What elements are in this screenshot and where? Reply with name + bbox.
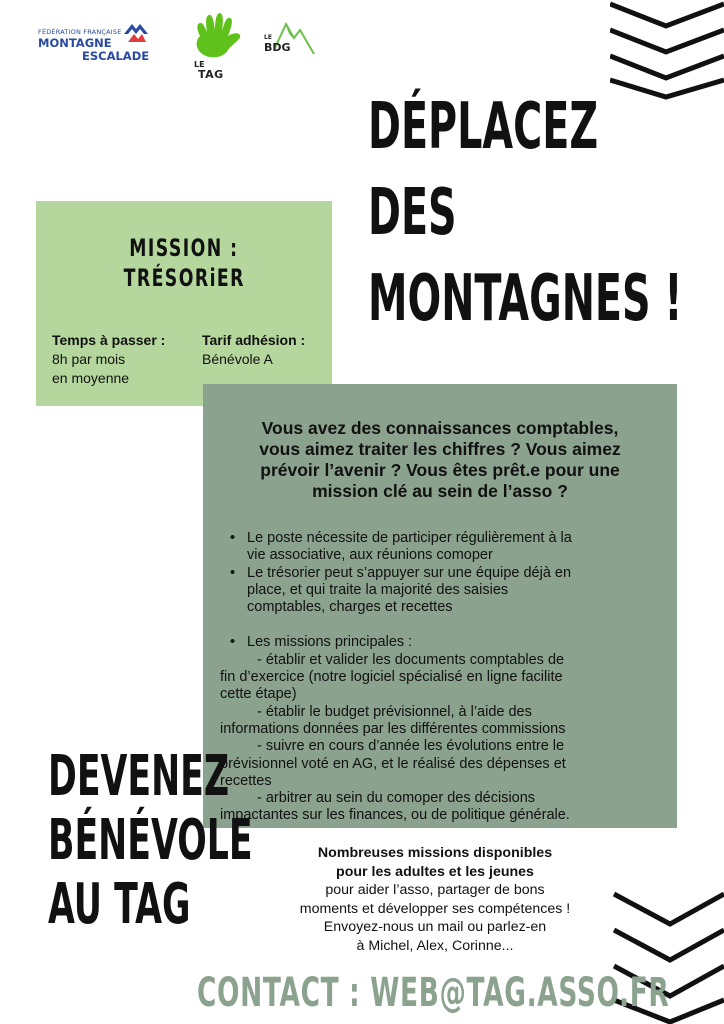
bdg-logo-le: LE (264, 34, 272, 41)
sub-line: recettes (220, 772, 272, 789)
time-label: Temps à passer : (52, 332, 166, 348)
footer-line: Envoyez-nous un mail ou parlez-en (323, 919, 547, 935)
contact-email[interactable]: CONTACT : WEB@TAG.ASSO.FR (197, 970, 670, 1016)
headline-line: DÉPLACEZ (368, 90, 599, 164)
tag-logo (188, 10, 248, 80)
sub-line: - établir le budget prévisionnel, à l’aide des (257, 703, 532, 720)
headline-line: MONTAGNES ! (368, 262, 683, 336)
green-hand-icon (188, 10, 248, 60)
mission-title (36, 233, 332, 293)
mission-title-line1: MISSION : (129, 234, 239, 262)
sub-line: prévisionnel voté en AG, et le réalisé des dépenses et (220, 755, 566, 772)
ffme-logo-line2: ESCALADE (82, 49, 150, 63)
sub-line: cette étape) (220, 686, 297, 703)
sub-line: - suivre en cours d’année les évolutions entre le (257, 738, 565, 755)
mission-subitem (220, 738, 666, 790)
ffme-logo-line1: MONTAGNE (38, 36, 112, 50)
bdg-logo (262, 20, 320, 60)
tag-logo-le: LE (194, 60, 205, 69)
fee-value: Bénévole A (202, 351, 273, 367)
volunteer-heading-line: DEVENEZ (48, 744, 230, 809)
mission-subitem (220, 790, 666, 825)
intro-line: prévoir l’avenir ? Vous êtes prêt.e pour une (260, 460, 620, 480)
headline-line: DES (368, 176, 457, 250)
ffme-logo-top: FÉDÉRATION FRANÇAISE (38, 28, 122, 36)
time-info (52, 331, 165, 388)
bullet-list (220, 530, 666, 825)
intro-line: mission clé au sein de l’asso ? (312, 481, 568, 501)
intro-text (205, 418, 675, 502)
intro-line: vous aimez traiter les chiffres ? Vous aimez (259, 439, 621, 459)
bullet-item (220, 565, 666, 617)
tag-logo-name: TAG (198, 68, 224, 81)
time-value-line1: 8h par mois (52, 351, 126, 367)
sub-line: informations données par les différentes commissions (220, 720, 566, 737)
bullet-item (220, 530, 666, 565)
ffme-mountain-icon (122, 20, 150, 46)
sub-line: - établir et valider les documents comptables de (257, 651, 565, 668)
mission-box (36, 201, 332, 406)
footer-line: à Michel, Alex, Corinne... (356, 937, 514, 954)
mission-subitem (220, 704, 666, 739)
bullet-line: Le trésorier peut s’appuyer sur une équipe déjà en (247, 564, 572, 581)
mission-subitem (220, 652, 666, 704)
sub-line: impactantes sur les finances, ou de politique générale. (220, 807, 570, 824)
ffme-logo (38, 20, 173, 64)
bullet-line: vie associative, aux réunions comoper (247, 547, 493, 564)
fee-label: Tarif adhésion : (202, 332, 306, 348)
sub-line: fin d’exercice (notre logiciel spécialisé en ligne facilite (220, 669, 563, 686)
footer-line: moments et développer ses compétences ! (299, 900, 571, 917)
top-chevrons-decoration (610, 0, 724, 100)
time-value-line2: en moyenne (52, 370, 130, 386)
volunteer-heading (48, 745, 253, 937)
intro-line: Vous avez des connaissances comptables, (261, 418, 619, 438)
footer-bold-line: Nombreuses missions disponibles (317, 845, 553, 861)
bullet-line: Le poste nécessite de participer régulièrement à la (247, 530, 572, 546)
bdg-logo-name: BDG (264, 41, 291, 54)
bullet-item (220, 634, 666, 651)
headline (368, 84, 683, 342)
bullet-line: comptables, charges et recettes (247, 599, 453, 616)
sub-line: - arbitrer au sein du comoper des décisions (257, 790, 536, 807)
footer-bold-line: pour les adultes et les jeunes (336, 863, 534, 880)
volunteer-heading-line: BÉNÉVOLE (48, 808, 253, 873)
volunteer-heading-line: AU TAG (48, 872, 191, 937)
footer-line: pour aider l’asso, partager de bons (325, 882, 545, 898)
bullet-line: Les missions principales : (247, 634, 413, 651)
fee-info (202, 331, 305, 369)
footer-message (252, 844, 618, 955)
mission-title-line2: TRÉSORiER (123, 264, 245, 292)
bullet-line: place, et qui traite la majorité des saisies (247, 581, 509, 598)
